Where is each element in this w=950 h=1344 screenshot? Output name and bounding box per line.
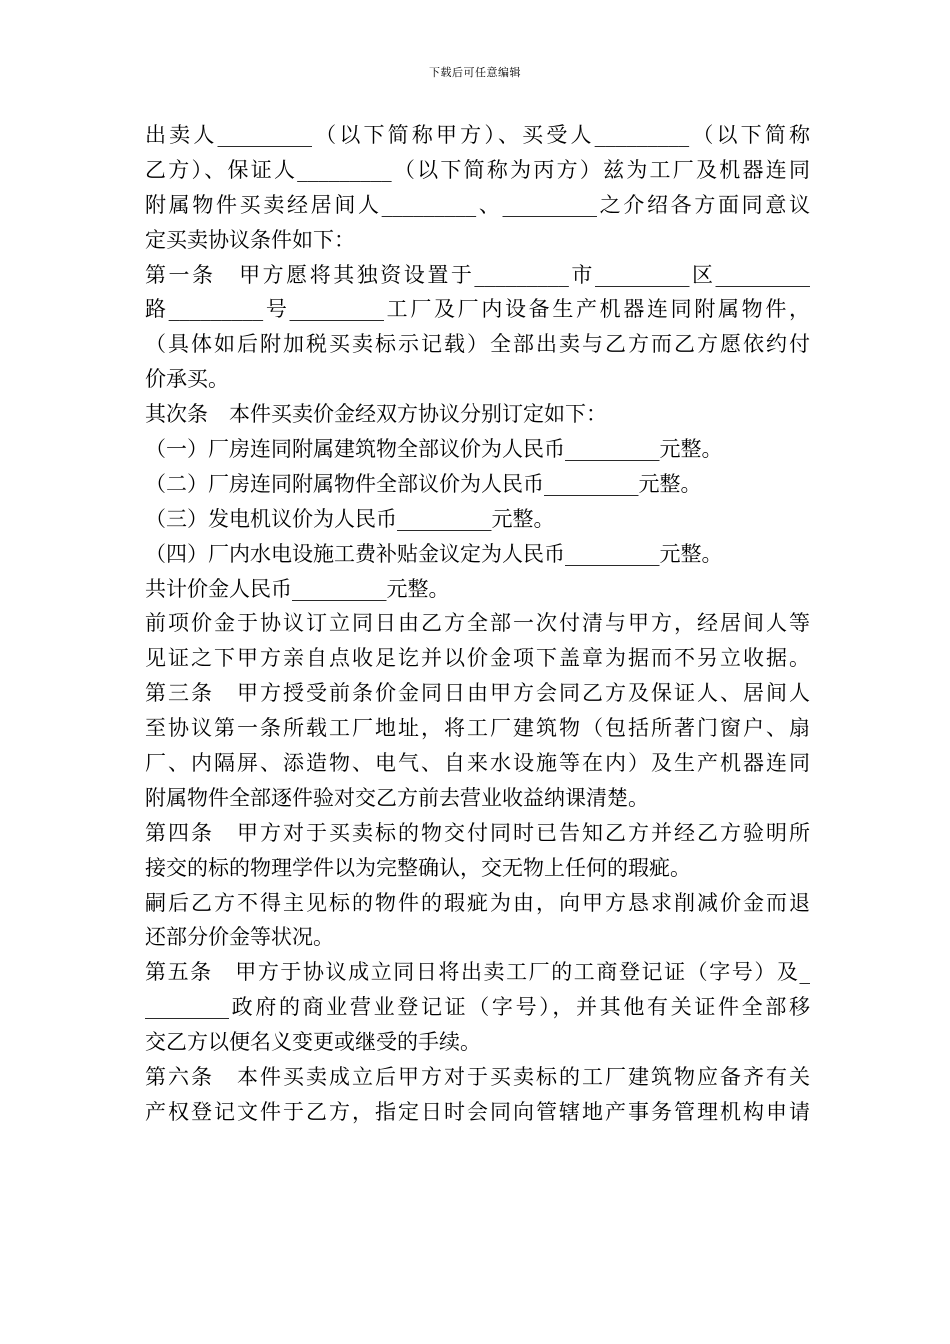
- text-line: 共计价金人民币_________元整。: [145, 576, 450, 601]
- text-line: 嗣后乙方不得主见标的物件的瑕疵为由，向甲方恳求削减价金而退: [145, 890, 810, 915]
- text-line: 产权登记文件于乙方，指定日时会同向管辖地产事务管理机构申请: [145, 1099, 810, 1124]
- text-line: 前项价金于协议订立同日由乙方全部一次付清与甲方，经居间人等: [145, 611, 810, 636]
- page-header: 下载后可任意编辑: [429, 66, 521, 79]
- text-line: 附属物件全部逐件验对交乙方前去营业收益纳课清楚。: [145, 785, 649, 810]
- text-line: 至协议第一条所载工厂地址，将工厂建筑物（包括所著门窗户、扇: [145, 716, 810, 741]
- text-line: 第三条 甲方授受前条价金同日由甲方会同乙方及保证人、居间人: [145, 681, 810, 706]
- text-line: （二）厂房连同附属物件全部议价为人民币_________元整。: [145, 471, 702, 496]
- text-line: （三）发电机议价为人民币_________元整。: [145, 506, 555, 531]
- text-line: 厂、内隔屏、添造物、电气、自来水设施等在内）及生产机器连同: [145, 751, 810, 776]
- text-line: ________政府的商业营业登记证（字号），并其他有关证件全部移: [145, 995, 810, 1020]
- text-line: 第一条 甲方愿将其独资设置于_________市_________区_________: [145, 262, 810, 287]
- text-line: （具体如后附加税买卖标示记载）全部出卖与乙方而乙方愿依约付: [145, 332, 810, 357]
- text-line: 乙方）、保证人_________（以下简称为丙方）兹为工厂及机器连同: [145, 157, 810, 182]
- text-line: 附属物件买卖经居间人_________、_________之介绍各方面同意议: [145, 192, 810, 217]
- text-line: 其次条 本件买卖价金经双方协议分别订定如下：: [145, 402, 607, 427]
- text-line: （一）厂房连同附属建筑物全部议价为人民币_________元整。: [145, 437, 723, 462]
- text-line: 还部分价金等状况。: [145, 925, 334, 950]
- text-line: 定买卖协议条件如下：: [145, 227, 355, 252]
- text-line: 交乙方以便名义变更或继受的手续。: [145, 1030, 481, 1055]
- text-line: 第四条 甲方对于买卖标的物交付同时已告知乙方并经乙方验明所: [145, 820, 810, 845]
- text-line: 接交的标的物理学件以为完整确认，交无物上任何的瑕疵。: [145, 855, 691, 880]
- text-line: 路_________号_________工厂及厂内设备生产机器连同附属物件，: [145, 297, 810, 322]
- text-line: （四）厂内水电设施工费补贴金议定为人民币_________元整。: [145, 541, 723, 566]
- text-line: 见证之下甲方亲自点收足讫并以价金项下盖章为据而不另立收据。: [145, 646, 810, 671]
- contract-body: [145, 118, 810, 1130]
- text-line: 价承买。: [145, 367, 229, 392]
- text-line: 出卖人_________（以下简称甲方）、买受人_________（以下简称: [145, 123, 810, 147]
- text-line: 第六条 本件买卖成立后甲方对于买卖标的工厂建筑物应备齐有关: [145, 1065, 810, 1090]
- text-line: 第五条 甲方于协议成立同日将出卖工厂的工商登记证（字号）及_: [145, 960, 810, 985]
